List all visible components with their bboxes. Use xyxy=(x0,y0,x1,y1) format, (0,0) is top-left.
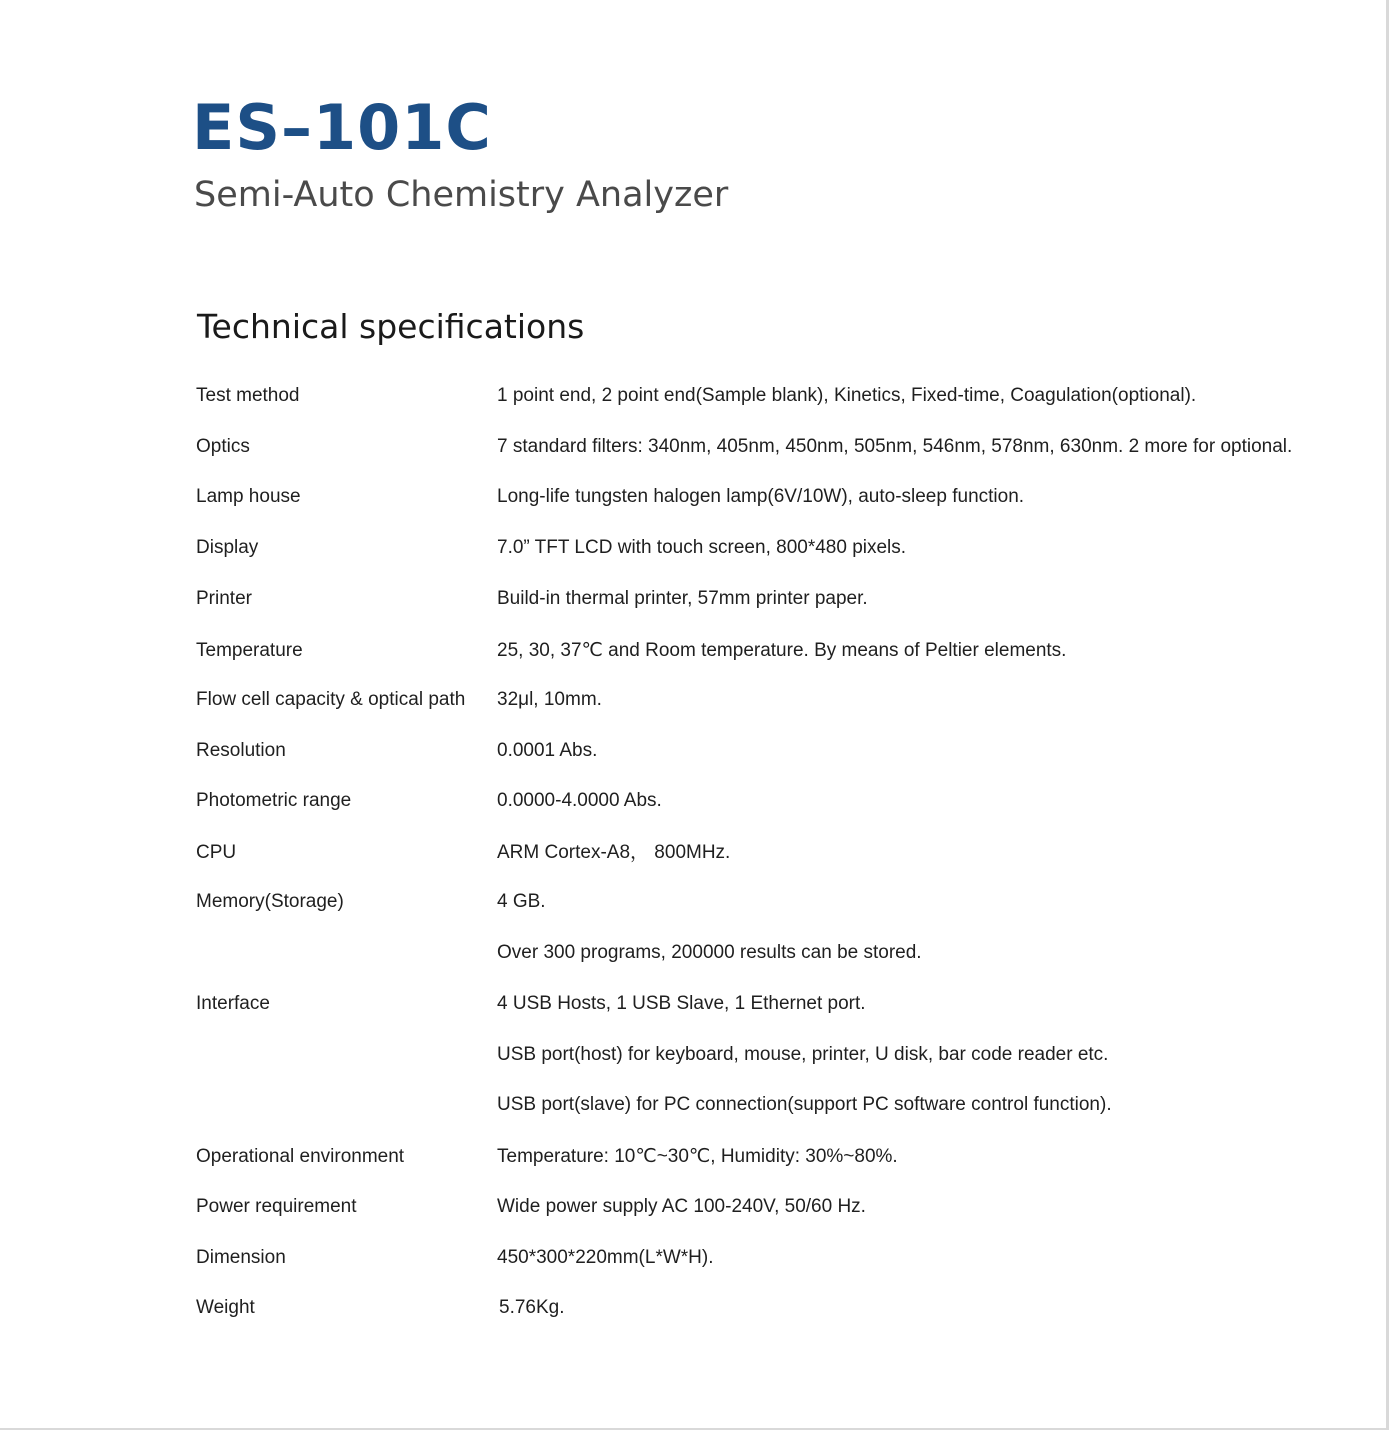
spec-row-operational-environment xyxy=(0,1142,1389,1172)
spec-label: Flow cell capacity & optical path xyxy=(196,689,466,710)
spec-value: 4 USB Hosts, 1 USB Slave, 1 Ethernet port. xyxy=(497,993,866,1014)
product-code-title: ES–101C xyxy=(192,91,492,164)
spec-row-power-requirement xyxy=(0,1192,1389,1222)
spec-row-photometric-range xyxy=(0,786,1389,816)
spec-row-interface xyxy=(0,989,1389,1019)
spec-label: Dimension xyxy=(196,1247,286,1268)
spec-row-lamp-house xyxy=(0,482,1389,512)
spec-row-cpu xyxy=(0,838,1389,868)
spec-row-interface-host xyxy=(0,1040,1389,1070)
spec-value: 450*300*220mm(L*W*H). xyxy=(497,1247,714,1268)
spec-label: Memory(Storage) xyxy=(196,891,344,912)
spec-label: Optics xyxy=(196,436,250,457)
spec-value: Over 300 programs, 200000 results can be stored. xyxy=(497,942,922,963)
spec-label: Lamp house xyxy=(196,486,301,507)
spec-row-memory-detail xyxy=(0,938,1389,968)
spec-value: 7 standard filters: 340nm, 405nm, 450nm, 505nm, 546nm, 578nm, 630nm. 2 more for optional. xyxy=(497,436,1293,457)
spec-label: CPU xyxy=(196,842,237,863)
spec-row-weight xyxy=(0,1293,1389,1323)
spec-label: Operational environment xyxy=(196,1146,405,1167)
spec-value: 32μl, 10mm. xyxy=(497,689,602,710)
spec-value: 4 GB. xyxy=(497,891,546,912)
spec-row-display xyxy=(0,533,1389,563)
spec-row-dimension xyxy=(0,1243,1389,1273)
spec-label: Display xyxy=(196,537,259,558)
spec-value: USB port(host) for keyboard, mouse, printer, U disk, bar code reader etc. xyxy=(497,1044,1109,1065)
spec-value: Long-life tungsten halogen lamp(6V/10W), auto-sleep function. xyxy=(497,486,1025,507)
spec-label: Resolution xyxy=(196,740,286,761)
spec-value: 0.0000-4.0000 Abs. xyxy=(497,790,662,811)
spec-label: Power requirement xyxy=(196,1196,357,1217)
spec-label: Interface xyxy=(196,993,270,1014)
spec-value: Wide power supply AC 100-240V, 50/60 Hz. xyxy=(497,1196,866,1217)
spec-row-test-method xyxy=(0,381,1389,411)
spec-label: Weight xyxy=(196,1297,255,1318)
spec-value: USB port(slave) for PC connection(support PC software control function). xyxy=(497,1094,1112,1115)
spec-label: Temperature xyxy=(196,640,303,661)
spec-row-interface-slave xyxy=(0,1090,1389,1120)
section-title: Technical specifications xyxy=(197,307,585,346)
spec-row-flow-cell xyxy=(0,685,1389,715)
spec-label: Photometric range xyxy=(196,790,352,811)
spec-row-temperature xyxy=(0,636,1389,666)
spec-row-memory xyxy=(0,887,1389,917)
spec-value: 25, 30, 37℃ and Room temperature. By means of Peltier elements. xyxy=(497,640,1067,661)
spec-value: ARM Cortex-A8， 800MHz. xyxy=(497,842,731,863)
spec-value: 7.0” TFT LCD with touch screen, 800*480 pixels. xyxy=(497,537,907,558)
spec-row-optics xyxy=(0,432,1389,462)
spec-value: 5.76Kg. xyxy=(499,1297,565,1318)
spec-row-resolution xyxy=(0,736,1389,766)
spec-value: Build-in thermal printer, 57mm printer paper. xyxy=(497,588,868,609)
product-name-subtitle: Semi-Auto Chemistry Analyzer xyxy=(194,175,729,215)
spec-label: Printer xyxy=(196,588,252,609)
spec-row-printer xyxy=(0,584,1389,614)
spec-value: 0.0001 Abs. xyxy=(497,740,598,761)
spec-value: 1 point end, 2 point end(Sample blank), Kinetics, Fixed-time, Coagulation(optional). xyxy=(497,385,1197,406)
spec-label: Test method xyxy=(196,385,300,406)
spec-value: Temperature: 10℃~30℃, Humidity: 30%~80%. xyxy=(497,1146,898,1167)
